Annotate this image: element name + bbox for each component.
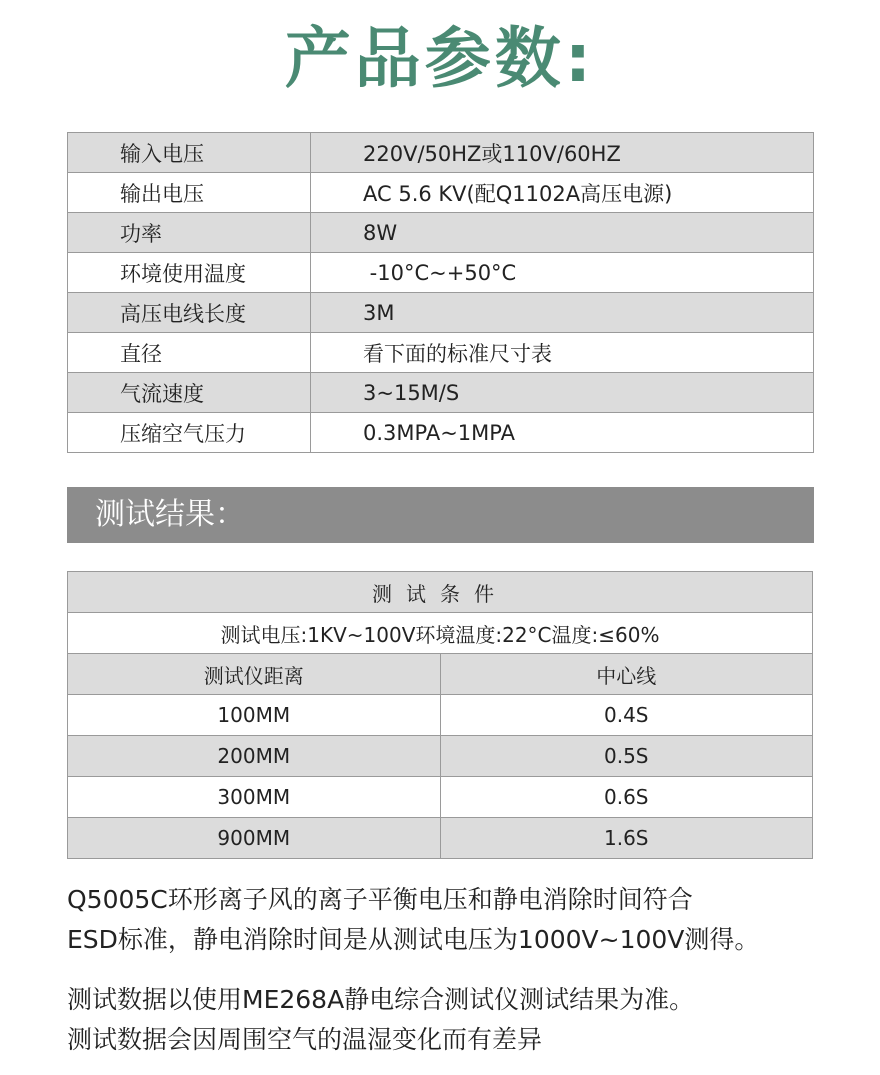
- table-row: [68, 777, 813, 818]
- page-title: 产品参数:: [284, 20, 596, 97]
- param-label: 输出电压: [68, 173, 311, 213]
- param-row: [68, 293, 814, 333]
- param-label: 环境使用温度: [68, 253, 311, 293]
- table-row: [68, 818, 813, 859]
- param-label: 直径: [68, 333, 311, 373]
- param-label: 气流速度: [68, 373, 311, 413]
- param-value: 3~15M/S: [311, 373, 814, 413]
- note-line: 测试数据以使用ME268A静电综合测试仪测试结果为准。: [67, 985, 695, 1014]
- param-label: 功率: [68, 213, 311, 253]
- param-value: 220V/50HZ或110V/60HZ: [311, 133, 814, 173]
- distance-cell: 100MM: [68, 695, 441, 736]
- condition-header-row: [68, 572, 813, 613]
- note-line: Q5005C环形离子风的离子平衡电压和静电消除时间符合: [67, 885, 693, 914]
- col-header-centerline: 中心线: [440, 654, 812, 695]
- param-row: [68, 173, 814, 213]
- test-data-note: [67, 980, 857, 1060]
- param-value: 看下面的标准尺寸表: [311, 333, 814, 373]
- note-line: 测试数据会因周围空气的温湿变化而有差异: [67, 1025, 543, 1054]
- compliance-note: [67, 880, 857, 960]
- condition-header: 测试条件: [68, 572, 813, 613]
- param-row: [68, 253, 814, 293]
- param-value: -10°C~+50°C: [311, 253, 814, 293]
- param-value: 3M: [311, 293, 814, 333]
- time-cell: 1.6S: [440, 818, 812, 859]
- param-row: [68, 333, 814, 373]
- col-header-distance: 测试仪距离: [68, 654, 441, 695]
- distance-cell: 900MM: [68, 818, 441, 859]
- time-cell: 0.5S: [440, 736, 812, 777]
- param-row: [68, 133, 814, 173]
- param-row: [68, 213, 814, 253]
- param-value: AC 5.6 KV(配Q1102A高压电源): [311, 173, 814, 213]
- section-title-bar: 测试结果：: [67, 487, 814, 543]
- param-row: [68, 373, 814, 413]
- distance-cell: 300MM: [68, 777, 441, 818]
- product-params-table: [67, 132, 814, 453]
- time-cell: 0.4S: [440, 695, 812, 736]
- table-row: [68, 736, 813, 777]
- column-header-row: [68, 654, 813, 695]
- param-value: 0.3MPA~1MPA: [311, 413, 814, 453]
- condition-row: [68, 613, 813, 654]
- note-line: ESD标准，静电消除时间是从测试电压为1000V~100V测得。: [67, 925, 760, 954]
- param-label: 输入电压: [68, 133, 311, 173]
- param-label: 压缩空气压力: [68, 413, 311, 453]
- time-cell: 0.6S: [440, 777, 812, 818]
- table-row: [68, 695, 813, 736]
- param-value: 8W: [311, 213, 814, 253]
- distance-cell: 200MM: [68, 736, 441, 777]
- condition-text: 测试电压:1KV~100V环境温度:22°C温度:≤60%: [68, 613, 813, 654]
- param-row: [68, 413, 814, 453]
- param-label: 高压电线长度: [68, 293, 311, 333]
- test-results-table: [67, 571, 813, 859]
